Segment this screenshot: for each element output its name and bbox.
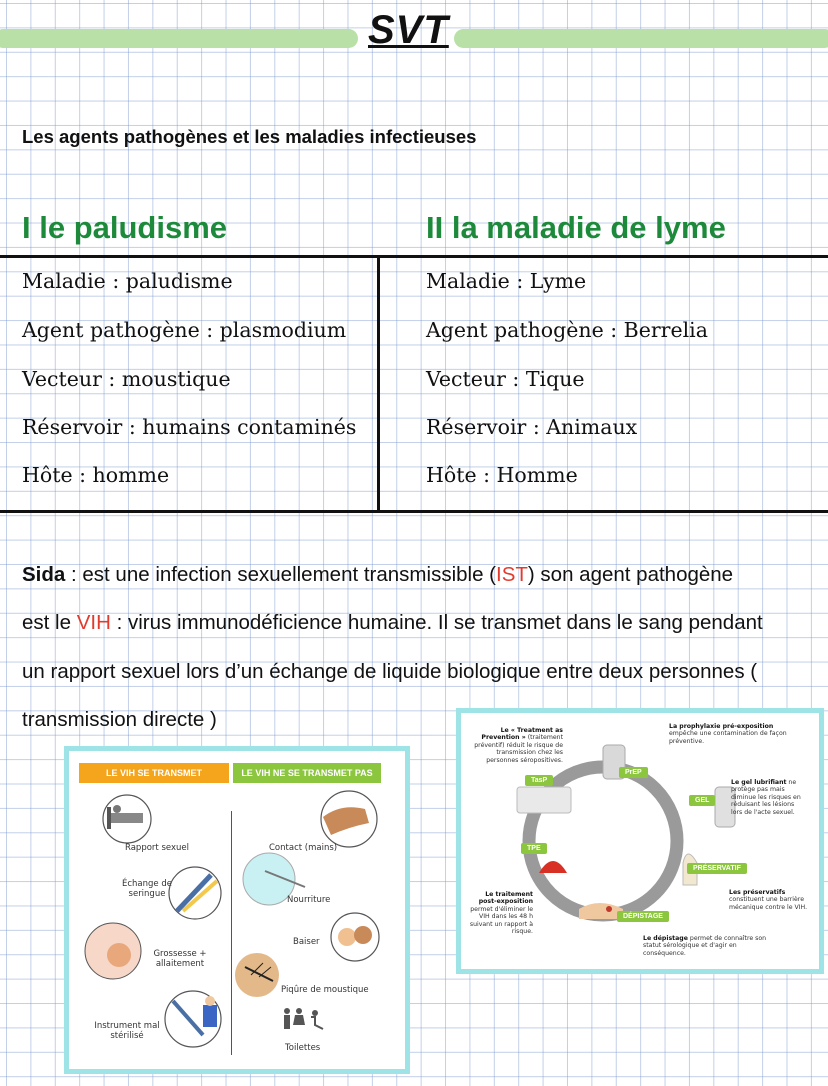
- label-grossesse: Grossesse + allaitement: [153, 949, 207, 969]
- term-vih: VIH: [76, 611, 111, 634]
- page-title: SVT: [368, 8, 449, 52]
- tag-tpe: TPE: [521, 843, 547, 854]
- table-row: Maladie : Lyme: [426, 269, 587, 293]
- tpe-title: Le traitement post-exposition: [478, 891, 533, 906]
- pregnancy-icon: [85, 923, 141, 979]
- text-gel: [731, 779, 807, 816]
- tag-tasp: TasP: [525, 775, 553, 786]
- preservatifs-title: Les préservatifs: [729, 889, 786, 896]
- section-title-paludisme: I le paludisme: [22, 210, 228, 245]
- tasp-desc: (traitement préventif) réduit le risque de transmission chez les personnes séropositives.: [474, 734, 563, 764]
- label-baiser: Baiser: [293, 937, 320, 947]
- tag-preservatif: PRÉSERVATIF: [687, 863, 747, 874]
- paragraph-line-3: un rapport sexuel lors d’un échange de liquide biologique entre deux personnes (: [22, 660, 758, 683]
- prep-desc: empêche une contamination de façon préventive.: [669, 730, 787, 745]
- text: est le: [22, 611, 77, 634]
- table-top-border: [0, 255, 828, 258]
- prep-title: La prophylaxie pré-exposition: [669, 723, 774, 730]
- tag-depistage: DÉPISTAGE: [617, 911, 669, 922]
- tpe-desc: permet d'éliminer le VIH dans les 48 h suivant un rapport à risque.: [469, 905, 533, 936]
- table-row: Vecteur : Tique: [426, 367, 585, 391]
- tasp-title: Le « Treatment as Prevention »: [481, 727, 563, 742]
- paragraph-line-2: [22, 611, 763, 635]
- label-nourriture: Nourriture: [287, 895, 331, 905]
- depistage-title: Le dépistage: [643, 935, 688, 942]
- table-row: Agent pathogène : plasmodium: [22, 318, 347, 342]
- label-instrument: Instrument mal stérilisé: [94, 1021, 160, 1041]
- text-depistage: [643, 935, 773, 957]
- vih-prevention-infographic: [456, 708, 824, 974]
- toilet-icon: [284, 1008, 323, 1029]
- table-row: Réservoir : Animaux: [426, 415, 638, 439]
- paragraph-line-4: transmission directe ): [22, 708, 217, 731]
- table-row: Maladie : paludisme: [22, 269, 233, 293]
- depistage-desc: permet de connaître son statut sérologique et d'agir en conséquence.: [643, 935, 767, 957]
- text: : est une infection sexuellement transmissible (: [65, 563, 496, 586]
- text: : virus immunodéficience humaine. Il se transmet dans le sang pendant: [110, 611, 763, 634]
- paragraph-line-1: [22, 563, 733, 587]
- text-preservatifs: [729, 889, 811, 911]
- text-tpe: [467, 891, 533, 935]
- table-row: Hôte : homme: [22, 463, 170, 487]
- kiss-icon: [331, 913, 379, 961]
- vih-transmission-infographic: [64, 746, 410, 1074]
- term-ist: IST: [496, 563, 528, 586]
- gel-title: Le gel lubrifiant: [731, 779, 787, 786]
- label-seringue: Échange de seringue: [122, 879, 172, 899]
- table-row: Hôte : Homme: [426, 463, 578, 487]
- label-moustique: Piqûre de moustique: [281, 985, 369, 995]
- mosquito-icon: [235, 953, 279, 997]
- tag-gel: GEL: [689, 795, 715, 806]
- term-sida: Sida: [22, 563, 66, 586]
- subtitle: Les agents pathogènes et les maladies infectieuses: [22, 126, 477, 147]
- tag-prep: PrEP: [619, 767, 648, 778]
- header-bar-right: [454, 29, 828, 48]
- hands-icon: [321, 791, 377, 847]
- preservatifs-desc: constituent une barrière mécanique contre le VIH.: [729, 896, 808, 911]
- text-tasp: [471, 727, 563, 764]
- header-right: LE VIH NE SE TRANSMET PAS: [233, 763, 381, 783]
- table-row: Agent pathogène : Berrelia: [426, 318, 708, 342]
- table-divider: [377, 256, 380, 512]
- label-toilettes: Toilettes: [285, 1043, 321, 1053]
- table-bottom-border: [0, 510, 828, 513]
- text-prep: [669, 723, 787, 745]
- text: ) son agent pathogène: [527, 563, 734, 586]
- instrument-icon: [165, 991, 221, 1047]
- bed-icon: [103, 795, 151, 843]
- label-contact: Contact (mains): [269, 843, 338, 853]
- section-title-lyme: II la maladie de lyme: [426, 210, 726, 245]
- table-row: Réservoir : humains contaminés: [22, 415, 357, 439]
- header-bar-left: [0, 29, 358, 48]
- gel-desc: ne protège pas mais diminue les risques en réduisant les lésions lors de l'acte sexuel.: [731, 779, 801, 816]
- header-left: LE VIH SE TRANSMET: [79, 763, 229, 783]
- table-row: Vecteur : moustique: [22, 367, 231, 391]
- label-rapport-sexuel: Rapport sexuel: [125, 843, 189, 853]
